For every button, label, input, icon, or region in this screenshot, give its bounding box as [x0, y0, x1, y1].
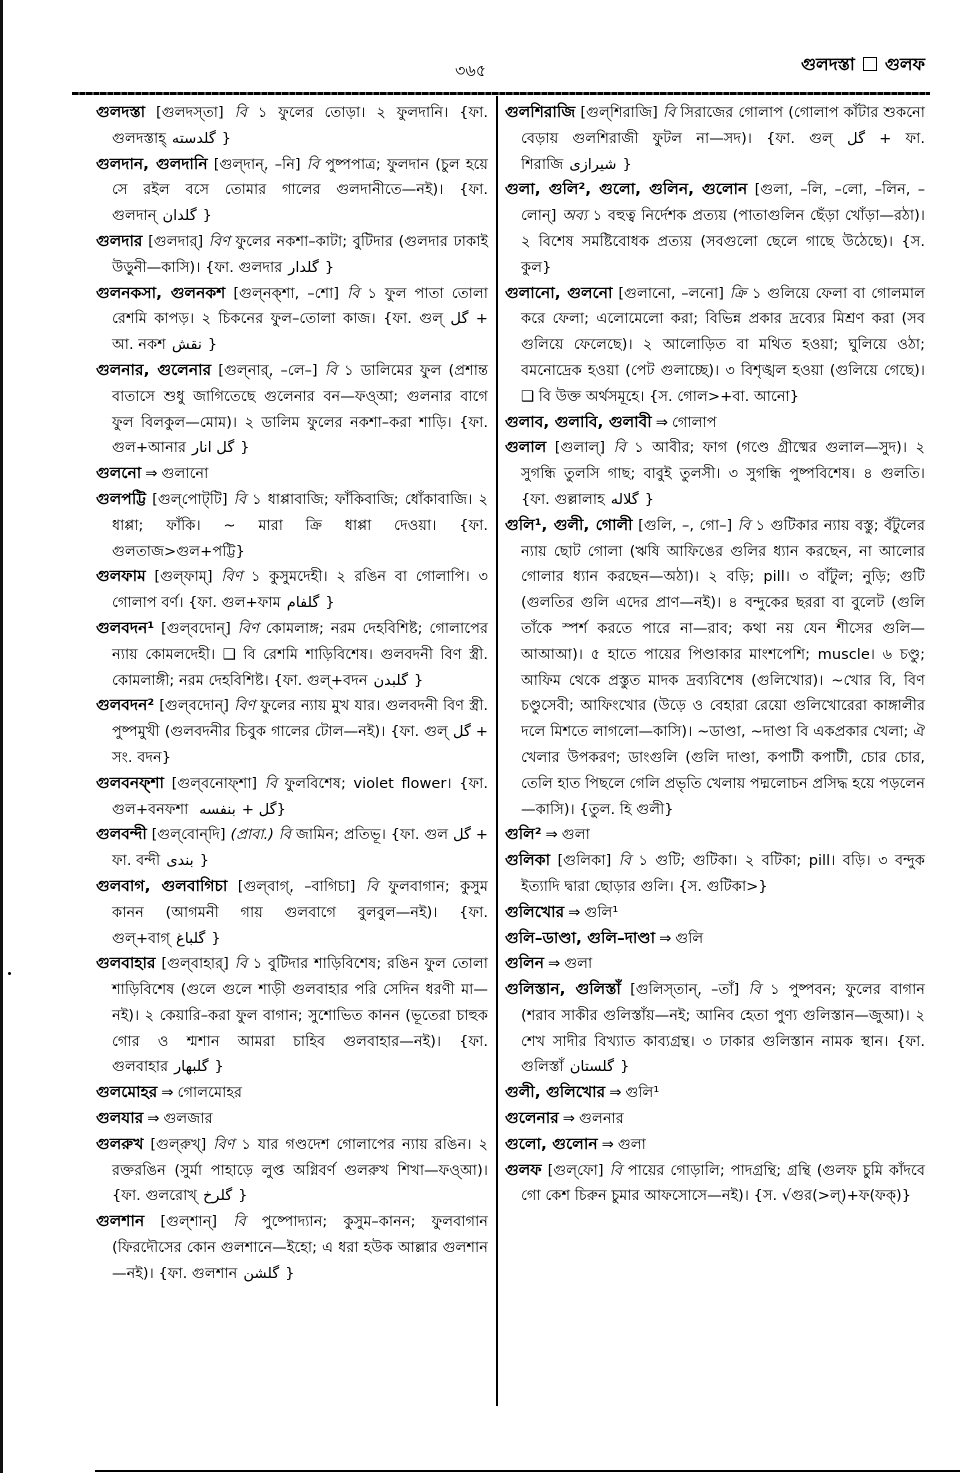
definition: ১ গুটিকার ন্যায় বস্তু; বঁটুলের ন্যায় ছোট গোলা (ঋষি আফিঙের গুলির ধ্যান করছেন, না আলোর গোলার ধ্যান করছেন—অঠা)। ২ বড়ি; pill। ৩ বাঁটুল; নুড়ি; গুটি (গুলতির গুলি এদের প্রাণ—নই)। ৪ বন্দুকের ছররা বা বুলেট (গুলি তাঁকে স্পর্শ করতে পারে না—রাব; কথা নয় যেন শীসের গুলি—আআআ)। ৫ হাতে পায়ের পিণ্ডাকার মাংশপেশি; muscle। ৬ চণ্ডু; আফিম থেকে প্রস্তুত মাদক দ্রব্যবিশেষ (গুলিখোর)। ~খোর বি, বিণ চণ্ডুসেবী; আফিংখোর (উড়ে ও বেহারা রেয়ো গুলিখোরেরা কাঙ্গালীর দলে মিশতে লাগলো—কাসি)। ~ডাণ্ডা, ~দাণ্ডা বি একপ্রকার খেলা; ঐ খেলার উপকরণ; ডাংগুলি (গুলি দাণ্ডা, কপাটী কপাটী, চোর চোর, তেলি হাত পিছলে গেলি প্রভৃতি খেলায় পদ্মলোচন প্রসিদ্ধ হয়ে পড়লেন—কাসি)।	[521, 516, 926, 818]
cross-reference-arrow-icon: ⇒	[147, 1110, 160, 1128]
etymology: {ফা. গুল+বনফশা گل +	[112, 774, 489, 818]
etymology-close: }	[207, 336, 218, 354]
cross-reference-arrow-icon: ⇒	[568, 903, 581, 921]
pronunciation: [গুল্‌বদোন্‌]	[161, 619, 231, 637]
etymology-close: }	[199, 852, 210, 870]
part-of-speech: বি	[609, 1161, 622, 1179]
pronunciation: [গুল্‌বোন্‌দি]	[151, 826, 226, 844]
dictionary-entry	[505, 1158, 925, 1210]
pronunciation: [গুলিস্‌তান্‌, –তাঁ]	[630, 981, 740, 999]
arabic-script: گلاله	[610, 490, 639, 508]
part-of-speech: (প্রাবা.) বি	[230, 826, 292, 844]
etymology-close: }	[276, 800, 286, 818]
headword: গুলনো	[96, 464, 142, 483]
cross-reference-arrow-icon: ⇒	[609, 1084, 622, 1102]
pronunciation: [গুলানো, –লনো]	[618, 284, 724, 302]
arabic-script: گلشن	[243, 1264, 280, 1282]
etymology-close: }	[211, 929, 221, 947]
headword: গুলদার	[96, 231, 143, 250]
headword: গুলেনার	[505, 1109, 559, 1128]
pronunciation: [গুলদস্‌তা]	[156, 104, 224, 121]
etymology: {ফা. গুলিস্তাঁ	[521, 1032, 926, 1076]
etymology-close: }	[240, 439, 250, 457]
page-number: ৩৬৫	[455, 61, 487, 80]
definition: ১ বুটিদার শাড়িবিশেষ; রঙিন ফুল তোলা শাড়িবিশেষ (গুলে গুলে শাড়ী গুলবাহার পরি সেদিন ধরণী মা—নই)। ২ কেয়ারি–করা ফুল বাগান; সুশোভিত কানন (ভূতেরা চাহুক গোর ও শ্মশান আমরা চাহিব গুলবাহার—নই)।	[112, 955, 488, 1050]
arabic-script: گلدسته	[171, 129, 216, 147]
arabic-script: گلبهار	[174, 1058, 209, 1076]
part-of-speech: বিণ	[221, 568, 243, 586]
part-of-speech: বি	[618, 852, 632, 870]
definition: ১ ফুল পাতা তোলা রেশমি কাপড়। ২ চিকনের ফুল–তোলা কাজ।	[112, 284, 489, 328]
cross-reference-arrow-icon: ⇒	[145, 465, 158, 483]
etymology: {ফা. গুলরোখ্‌	[112, 1187, 197, 1205]
etymology: {স. গোল>+বা. আনো}	[649, 387, 800, 405]
definition: ১ ডালিমের ফুল (প্রশান্ত বাতাসে শুধু জাগিতেছে গুলেনার বন—ফও্আ; গুলনার বাগে ফুল বিলকুল—মোম)। ২ ডালিম ফুলের নকশা–করা শাড়ি।	[112, 361, 489, 431]
part-of-speech: ক্রি	[729, 284, 747, 302]
arabic-script: گلباغ	[176, 929, 206, 947]
pronunciation: [গুল্‌রুখ্‌]	[150, 1135, 207, 1153]
part-of-speech: বিণ	[208, 232, 230, 250]
dictionary-entry	[96, 1106, 488, 1132]
arabic-script: گلدار	[288, 258, 319, 276]
part-of-speech: বি	[737, 516, 751, 534]
pronunciation: [গুলি, –, গো–]	[638, 516, 733, 534]
dictionary-entry	[505, 513, 925, 823]
headword: গুলিকা	[505, 851, 551, 870]
etymology: {ফা. গুল্‌ گل + ফা. শিরাজি	[521, 129, 926, 173]
dictionary-entry	[505, 100, 925, 177]
dictionary-entry	[505, 977, 925, 1080]
part-of-speech: বি	[365, 877, 379, 895]
headword: গুলি²	[505, 825, 542, 844]
headword: গুলপট্টি	[96, 489, 147, 508]
etymology: {তুল. হি গুলী}	[579, 800, 674, 818]
etymology-close: }	[285, 1264, 295, 1282]
etymology: {ফা. গুলদান্‌	[112, 181, 489, 225]
pronunciation: [গুল্‌পোট্‌টি]	[152, 490, 228, 508]
dictionary-entry	[96, 951, 488, 1080]
part-of-speech: বিণ	[213, 1135, 235, 1153]
part-of-speech: বিণ	[234, 697, 256, 715]
dictionary-entry	[96, 229, 488, 281]
dictionary-entry	[505, 435, 925, 512]
etymology-close: }	[414, 671, 424, 689]
dictionary-entry	[505, 1080, 925, 1106]
pronunciation: [গুল্‌দান্‌, –নি]	[213, 155, 301, 173]
dictionary-entry	[505, 410, 925, 436]
etymology-close: }	[620, 1058, 630, 1076]
dictionary-entry	[96, 822, 488, 874]
part-of-speech: বি	[234, 104, 247, 121]
cross-reference-arrow-icon: ⇒	[655, 413, 668, 431]
dictionary-entry	[96, 874, 488, 951]
definition: ফুলের ন্যায় মুখ যার। গুলবদনী বিণ স্ত্রী. পুষ্পমুখী (গুলবদনীর চিবুক গালের টোল—নই)।	[112, 697, 489, 741]
headword: গুলরুখ	[96, 1134, 144, 1153]
definition: ১ ধাপ্পাবাজি; ফাঁকিবাজি; ধোঁকাবাজি। ২ ধাপ্পা; ফাঁকি। ~ মারা ক্রি ধাপ্পা দেওয়া।	[112, 490, 489, 534]
etymology: {ফা. গুলদস্তাহ্‌	[112, 104, 489, 147]
headword: গুলমোহর	[96, 1083, 158, 1102]
arabic-script: گل انار	[192, 439, 235, 457]
part-of-speech: বি	[662, 104, 676, 121]
headword: গুলফ	[505, 1160, 542, 1179]
dictionary-entry	[96, 1132, 488, 1209]
cross-reference-target: গুলি¹	[625, 1084, 660, 1102]
guide-word-first: গুলদস্তা	[800, 55, 855, 75]
pronunciation: [গুল্‌বনোফ্‌শা]	[171, 774, 258, 792]
definition: ফুলবাগান; কুসুম কানন (আগমনী গায় গুলবাগে বুলবুল—নই)।	[112, 877, 489, 921]
part-of-speech: অব্য	[562, 207, 588, 225]
arabic-script: نقش	[171, 336, 202, 354]
pronunciation: [গুলা, –লি, –লো, –লিন, –লোন্‌]	[521, 181, 925, 225]
cross-reference-target: গুলানো	[161, 465, 209, 483]
pronunciation: [গুল্‌শান্‌]	[160, 1213, 218, 1231]
dictionary-entry	[505, 177, 925, 280]
definition: ফুলের নকশা–কাটা; বুটিদার (গুলদার ঢাকাই উড়ুনী—কাসি)।	[112, 232, 489, 276]
arabic-script: گلستان	[569, 1058, 615, 1076]
dictionary-entry	[96, 461, 488, 487]
part-of-speech: বি	[233, 490, 246, 508]
dictionary-entry	[96, 152, 488, 229]
dictionary-entry	[96, 616, 488, 693]
headword: গুলা, গুলি², গুলো, গুলিন, গুলোন	[505, 180, 748, 199]
part-of-speech: বি	[613, 439, 626, 457]
left-column	[96, 100, 488, 1287]
dictionary-entry	[505, 1132, 925, 1158]
part-of-speech: বি	[347, 284, 360, 302]
definition: ১ যার গণ্ডদেশ গোলাপের ন্যায় রঙিন। ২ রক্তরঙিন (সুর্মা পাহাড়ে লুপ্ত অগ্নিবর্ণ গুলরুখ শিখা—ফও্আ)।	[112, 1135, 489, 1179]
headword: গুলনার, গুলেনার	[96, 360, 212, 379]
footer-rule	[95, 1470, 960, 1472]
pronunciation: [গুল্‌বাগ্‌, –বাগিচা]	[237, 877, 356, 895]
etymology: {ফা. গুল্‌+বাগ্‌	[112, 903, 488, 947]
separator-box-icon	[863, 57, 877, 71]
etymology-close: }	[324, 258, 335, 276]
dictionary-entry	[96, 693, 488, 770]
dictionary-entry	[505, 822, 925, 848]
arabic-script: گلرخ	[203, 1187, 233, 1205]
cross-reference-target: গুলা	[561, 826, 590, 844]
cross-reference-arrow-icon: ⇒	[547, 955, 561, 973]
arabic-script: گلدان	[162, 207, 197, 225]
etymology: {স. √গুর(>ল্‌)+ফ(ফক্‌)}	[753, 1187, 912, 1205]
cross-reference-target: গোলমোহর	[177, 1084, 243, 1102]
etymology: {ফা. গুলশান	[158, 1264, 238, 1282]
speck-mark	[8, 972, 11, 975]
cross-reference-arrow-icon: ⇒	[659, 929, 672, 947]
headword: গুলনকসা, গুলনকশ	[96, 283, 226, 302]
headword: গুলযার	[96, 1109, 144, 1128]
right-column	[505, 100, 925, 1209]
headword: গুলিখোর	[505, 902, 565, 921]
arabic-script: بنفسه	[199, 800, 236, 818]
dictionary-entry	[505, 281, 925, 410]
headword: গুলি¹, গুলী, গোলী	[505, 515, 633, 534]
page-header	[80, 55, 925, 80]
part-of-speech: বি	[306, 155, 320, 173]
headword: গুলী, গুলিখোর	[505, 1083, 606, 1102]
pronunciation: [গুল্‌নক্‌শা, –শো]	[233, 284, 340, 302]
dictionary-entry	[96, 358, 488, 461]
etymology: {ফা. গুল گل + ফা. বন্দী	[112, 826, 489, 870]
dictionary-entry	[96, 281, 488, 358]
etymology: {ফা. গুলবাহার	[112, 1032, 488, 1076]
part-of-speech: বি	[748, 981, 761, 999]
headword: গুলশান	[96, 1212, 145, 1231]
dictionary-entry	[505, 926, 925, 952]
headword: গুলবন্দী	[96, 825, 147, 844]
headword: গুলবদন¹	[96, 618, 155, 637]
etymology-close: }	[202, 207, 212, 225]
arabic-script: شیرازی	[569, 155, 617, 173]
definition: জামিন; প্রতিভূ।	[295, 826, 386, 844]
headword: গুলশিরাজি	[505, 103, 576, 121]
definition: পায়ের গোড়ালি; পাদগ্রন্থি; গ্রন্থি (গুলফ চুমি কাঁদবে গো কেশ চিরুন চুমার আফসোসে—নই)।	[521, 1161, 926, 1205]
definition: ১ পুষ্পবন; ফুলের বাগান (শরাব সাকীর গুলিস্তাঁয়—নই; আনিব হেতা পুণ্য গুলিস্তান—জুআ)। ২ শেখ সাদীর বিখ্যাত কাব্যগ্রন্থ। ৩ ঢাকার গুলিস্তান নামক স্থান।	[521, 981, 926, 1050]
dictionary-entry	[505, 1106, 925, 1132]
headword: গুলিস্তান, গুলিস্তাঁ	[505, 980, 621, 999]
pronunciation: [গুল্‌বাহার্‌]	[161, 955, 229, 973]
dictionary-entry	[96, 771, 488, 823]
headword: গুলবদন²	[96, 696, 155, 715]
definition: পুষ্পোদ্যান; কুসুম–কানন; ফুলবাগান (ফিরদৌসের কোন গুলশানে—ইহো; এ ধরা হউক আল্লার গুলশান—নই)।	[112, 1213, 489, 1282]
definition: ১ গুলিয়ে ফেলা বা গোলমাল করে ফেলা; এলোমেলো করা; বিভিন্ন প্রকার দ্রব্যের মিশ্রণ করা (সব গুলিয়ে ফেলেছে)। ২ আলোড়িত বা মথিত হওয়া; ঘুলিয়ে ওঠা; বমনোদ্রেক হওয়া (পেট গুলাচ্ছে)। ৩ বিশৃঙ্খল হওয়া (গুলিয়ে গেছে)। ❑ বি উক্ত অর্থসমূহে।	[521, 284, 926, 405]
etymology-close: }	[221, 129, 232, 147]
cross-reference-target: গুলা	[617, 1135, 646, 1153]
part-of-speech: বি	[234, 955, 247, 973]
definition: ১ ফুলের তোড়া। ২ ফুলদানি।	[257, 104, 449, 121]
etymology: {স. কুল}	[521, 232, 925, 276]
headword: গুলো, গুলোন	[505, 1134, 598, 1153]
pronunciation: [গুল্‌ফাম্‌]	[154, 568, 213, 586]
etymology: {ফা. গুল্লালাহ	[521, 490, 605, 508]
etymology-close: }	[325, 594, 335, 612]
definition: ১ বহুত্ব নির্দেশক প্রত্যয় (পাতাগুলিন ছেঁড়া খোঁড়া—রঠা)। ২ বিশেষ সমষ্টিবোধক প্রত্যয় (সবগুলো ছেলে গাছে উঠেছে)।	[521, 207, 925, 250]
pronunciation: [গুল্‌ফো]	[547, 1161, 604, 1179]
headword: গুলফাম	[96, 567, 146, 586]
cross-reference-target: গুলনার	[579, 1110, 624, 1128]
dictionary-entry	[96, 564, 488, 616]
cross-reference-target: গুলা	[564, 955, 593, 973]
headword: গুলানো, গুলনো	[505, 283, 613, 302]
arabic-script: گلبدن	[373, 671, 409, 689]
etymology: {ফা. গুল্‌ گل + আ. নকশ	[112, 310, 488, 354]
definition: ১ আবীর; ফাগ (গণ্ডে গ্রীষ্মের গুলাল—সুদ)। ২ সুগন্ধি তুলসি গাছ; বাবুই তুলসী। ৩ সুগন্ধি পুষ্পবিশেষ। ৪ গুলতি।	[521, 439, 925, 483]
definition: ফুলবিশেষ; violet flower।	[284, 774, 452, 792]
column-divider	[496, 96, 498, 1406]
definition: ১ কুসুমদেহী। ২ রঙিন বা গোলাপি। ৩ গোলাপ বর্ণ।	[112, 568, 489, 612]
part-of-speech: বি	[264, 774, 278, 792]
cross-reference-target: গুলি	[675, 929, 704, 947]
etymology: {ফা. গুল+আনার	[112, 413, 489, 457]
arabic-script: گلفام	[286, 594, 320, 612]
pronunciation: [গুলদার্‌]	[148, 232, 204, 250]
etymology: {স. গুটিকা>}	[678, 877, 768, 895]
cross-reference-target: গোলাপ	[671, 413, 717, 431]
definition: সিরাজের গোলাপ (গোলাপ কাঁটার শুকনো বেড়ায় গুলশিরাজী ফুটল না—সদ)।	[521, 104, 926, 147]
dictionary-entry	[96, 487, 488, 564]
cross-reference-target: গুলজার	[163, 1110, 213, 1128]
pronunciation: [গুলাল্‌]	[554, 439, 606, 457]
headword: গুলাব, গুলাবি, গুলাবী	[505, 412, 652, 431]
etymology: {ফা. গুলদার	[205, 258, 283, 276]
dictionary-entry	[505, 951, 925, 977]
cross-reference-target: গুলি¹	[584, 903, 619, 921]
definition: পুষ্পপাত্র; ফুলদান (চুল হয়ে সে রইল বসে তোমার গালের গুলদানীতে—নই)।	[112, 155, 489, 199]
guide-word-last: গুলফ	[884, 55, 925, 75]
definition: কোমলাঙ্গ; নরম দেহবিশিষ্ট; গোলাপের ন্যায় কোমলদেহী। ❑ বি রেশমি শাড়িবিশেষ। গুলবদনী বিণ স্ত্রী. কোমলাঙ্গী; নরম দেহবিশিষ্ট।	[112, 619, 489, 689]
definition: ১ গুটি; গুটিকা। ২ বটিকা; pill। বড়ি। ৩ বন্দুক ইত্যাদি দ্বারা ছোড়ার গুলি।	[521, 852, 926, 895]
page-left-edge	[0, 0, 3, 1473]
dictionary-entry	[96, 100, 488, 152]
cross-reference-arrow-icon: ⇒	[562, 1110, 576, 1128]
etymology: {ফা. গুলতাজ>গুল+পট্টি}	[112, 516, 489, 560]
pronunciation: [গুল্‌নার্‌, –লে–]	[218, 361, 318, 379]
pronunciation: [গুল্‌শিরাজি]	[580, 104, 658, 121]
etymology-close: }	[622, 155, 632, 173]
cross-reference-arrow-icon: ⇒	[601, 1135, 614, 1153]
dictionary-entry	[96, 1209, 488, 1286]
part-of-speech: বি	[324, 361, 338, 379]
headword: গুলবনফ্‌শা	[96, 773, 165, 792]
headword: গুলদান, গুলদানি	[96, 154, 208, 173]
pronunciation: [গুলিকা]	[557, 852, 612, 870]
etymology-close: }	[214, 1058, 224, 1076]
headword: গুলবাহার	[96, 954, 156, 973]
headword: গুলিন	[505, 954, 544, 973]
etymology: {ফা. গুল্‌+বদন	[273, 671, 368, 689]
dictionary-entry	[505, 848, 925, 900]
guide-words	[801, 52, 925, 80]
cross-reference-arrow-icon: ⇒	[161, 1084, 174, 1102]
etymology: {ফা. গুল্‌ گل + সং. বদন}	[112, 723, 489, 766]
headword: গুলবাগ, গুলবাগিচা	[96, 876, 228, 895]
dictionary-entry	[505, 900, 925, 926]
arabic-script: بندی	[166, 852, 194, 870]
headword: গুলাল	[505, 438, 547, 457]
part-of-speech: বি	[233, 1213, 246, 1231]
headword: গুলদস্তা	[96, 103, 146, 121]
pronunciation: [গুল্‌বদোন্‌]	[159, 697, 230, 715]
dictionary-entry	[96, 1080, 488, 1106]
etymology-close: }	[238, 1187, 248, 1205]
part-of-speech: বিণ	[237, 619, 259, 637]
etymology: {ফা. গুল+ফাম	[188, 594, 281, 612]
etymology-close: }	[644, 490, 655, 508]
header-rule	[72, 92, 930, 95]
cross-reference-arrow-icon: ⇒	[545, 826, 558, 844]
headword: গুলি–ডাণ্ডা, গুলি–দাণ্ডা	[505, 928, 656, 947]
